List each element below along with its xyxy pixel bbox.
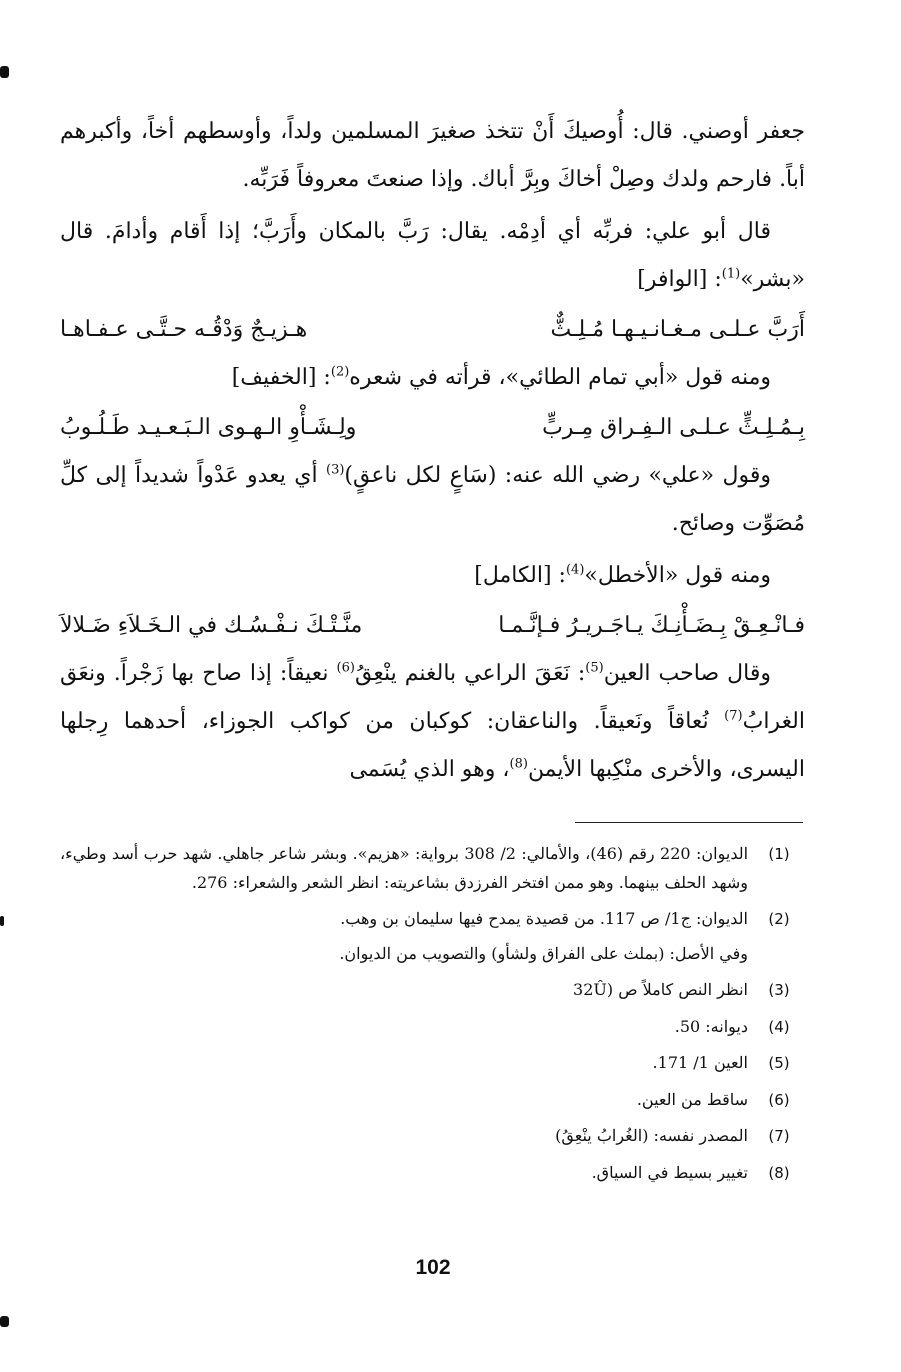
- footnote-divider: [575, 822, 803, 823]
- footnote-text: المصدر نفسه: (الغُرابُ ينْعِقُ): [555, 1126, 748, 1145]
- footnote-ref-8: (8): [509, 756, 528, 772]
- footnote-number: (5): [768, 1054, 790, 1072]
- footnote-ref-2: (2): [330, 364, 350, 380]
- paragraph-4: وقول «علي» رضي الله عنه: (سَاعٍ لكل ناعقٍ)$^{(3)}$ أي يعدو عَدْواً شديداً إلى كلِّ مُصَوِّت وصائح.: [60, 462, 805, 536]
- footnote-text: ساقط من العين.: [636, 1089, 748, 1109]
- paragraph-2: قال أبو علي: فربِّه أي أدِمْه. يقال: رَبَّ بالمكان وأَرَبَّ؛ إذا أَقام وأدامَ. قال «بشر»$^{(1)}$: [الوافر]: [60, 219, 805, 292]
- footnote-text: تغيير بسيط في السياق.: [591, 1162, 748, 1182]
- verse-3: [60, 602, 805, 650]
- footnote-text-block: [60, 905, 748, 968]
- scan-mark-bottom: [0, 1316, 9, 1327]
- footnote-number: (4): [768, 1017, 790, 1036]
- verse-1-second-hemistich: هـزيـجٌ وَدْقُـه حـتَّـى عـفـاهـا: [60, 317, 308, 342]
- footnote-number: (1): [768, 845, 790, 863]
- footnote-ref-7: (7): [724, 708, 743, 724]
- footnote-text: الديوان: ج1/ ص 117. من قصيدة يمدح فيها سليمان بن وهب.: [340, 909, 748, 928]
- paragraph-3: ومنه قول «أبي تمام الطائي»، قرأته في شعره$^{(2)}$: [الخفيف]: [231, 364, 771, 390]
- main-text: [60, 108, 805, 794]
- footnote-8: [60, 1159, 810, 1188]
- verse-3-first-hemistich: فـانْـعِـقْ بِـضَـأْنِـكَ يـاجَـريـرُ فـإنَّـمـا: [498, 613, 805, 638]
- footnotes: [60, 840, 810, 1195]
- paragraph-5: ومنه قول «الأخطل»$^{(4)}$: [الكامل]: [474, 562, 771, 588]
- verse-3-second-hemistich: منَّـتْـكَ نـفْـسُـك في الـخَـلاَءِ ضَـلالاَ: [60, 613, 363, 638]
- footnote-5: [60, 1049, 810, 1078]
- verse-1: [60, 306, 805, 354]
- footnote-ref-5: (5): [585, 660, 604, 676]
- footnote-2: [60, 905, 810, 968]
- footnote-4: [60, 1013, 810, 1042]
- footnote-text: العين 1/ 171.: [652, 1053, 748, 1072]
- footnote-ref-4: (4): [565, 562, 585, 578]
- footnote-text: الديوان: 220 رقم (46)، والأمالي: 2/ 308 برواية: «هزيم». وبشر شاعر جاهلي. شهد حرب أسد وطيء، وشهد الحلف بينهما. وهو ممن افتخر الفرزدق بشاعريته: انظر الشعر والشعراء: 276.: [60, 844, 749, 892]
- footnote-ref-6: (6): [336, 660, 355, 676]
- verse-1-first-hemistich: أَرَبَّ عـلـى مـغـانـيـهـا مُـلِـثٌّ: [550, 317, 805, 342]
- scan-mark-top: [0, 66, 9, 78]
- verse-2-second-hemistich: ولِـشَـأْوِ الـهـوى الـبَـعـيـد طَـلُـوبُ: [60, 415, 357, 440]
- footnote-number: (6): [768, 1090, 790, 1109]
- page-number: 102: [415, 1256, 451, 1279]
- footnote-1: [60, 840, 810, 897]
- footnote-ref-3: (3): [325, 462, 345, 478]
- footnote-7: [60, 1122, 810, 1151]
- paragraph-6: وقال صاحب العين$^{(5)}$: نَعَقَ الراعي بالغنم ينْعِقُ$^{(6)}$ نعيقاً: إذا صاح بها زَجْراً. ونعَق الغرابُ$^{(7)}$ نُعاقاً ونَعيقاً. والناعقان: كوكبان من كواكب الجوزاء، أحدهما رِجلها اليسرى، والأخرى منْكِبها الأيمن$^{(8)}$، وهو الذي يُسَمى: [60, 660, 805, 782]
- scan-mark-middle: [0, 916, 4, 926]
- footnote-text: ديوانه: 50.: [674, 1016, 748, 1036]
- footnote-ref-1: (1): [721, 266, 741, 282]
- footnote-text: انظر النص كاملاً ص (32Û: [573, 980, 748, 999]
- footnote-6: [60, 1086, 810, 1115]
- verse-2: [60, 404, 805, 452]
- footnote-number: (3): [768, 981, 790, 999]
- footnote-number: (2): [768, 910, 790, 928]
- footnote-number: (7): [768, 1127, 790, 1145]
- footnote-text-extra: وفي الأصل: (بملث على الفراق ولشأو) والتصويب من الديوان.: [339, 943, 748, 963]
- footnote-number: (8): [768, 1163, 790, 1182]
- footnote-3: [60, 976, 810, 1005]
- verse-2-first-hemistich: بِـمُـلِـثٍّ عـلـى الـفِـراق مِـربٍّ: [542, 415, 805, 440]
- paragraph-1: جعفر أوصني. قال: أُوصيكَ أَنْ تتخذ صغيرَ المسلمين ولداً، وأوسطهم أخاً، وأكبرهم أباً. فارحم ولدك وصِلْ أخاكَ وبِرَّ أباك. وإذا صنعتَ معروفاً فَرَبِّه.: [60, 119, 806, 192]
